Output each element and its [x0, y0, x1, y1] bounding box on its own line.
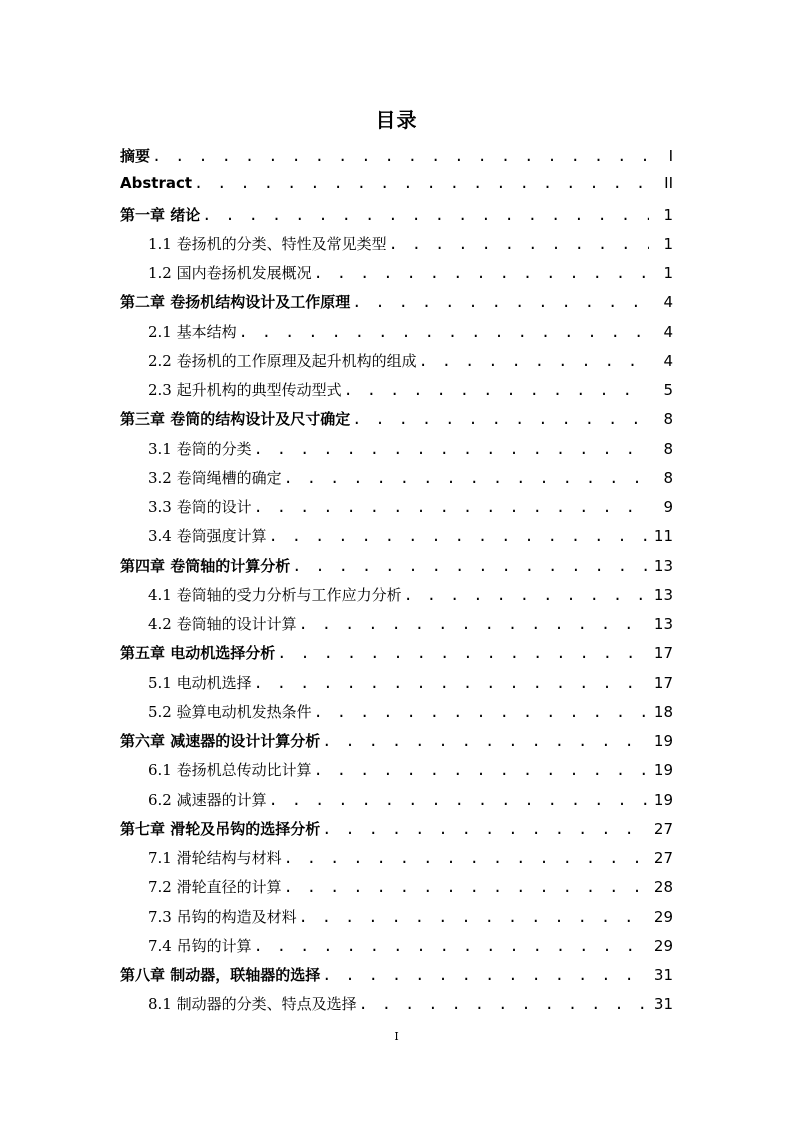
- toc-entry-page: 4: [663, 293, 673, 312]
- toc-entry[interactable]: [120, 993, 673, 1022]
- page-title: 目录: [375, 108, 418, 132]
- toc-entry-page: 8: [663, 439, 673, 458]
- toc-entry-label: 6.2 减速器的计算: [148, 790, 267, 809]
- toc-entry[interactable]: [120, 789, 673, 818]
- dot-leader: [314, 264, 649, 282]
- dot-leader: [314, 761, 649, 779]
- toc-entry[interactable]: [120, 555, 673, 584]
- dot-leader: [284, 849, 649, 867]
- dot-leader: [299, 615, 649, 633]
- toc-entry-page: 18: [653, 702, 673, 721]
- toc-entry[interactable]: [120, 291, 673, 320]
- toc-entry-label: 3.2 卷筒绳槽的确定: [148, 468, 282, 487]
- toc-entry-page: 17: [653, 673, 673, 692]
- toc-entry[interactable]: [120, 730, 673, 759]
- toc-entry-page: 31: [653, 966, 673, 984]
- toc-entry-page: 27: [653, 849, 673, 867]
- toc-entry-page: 9: [663, 498, 673, 516]
- toc-entry-label: 7.4 吊钩的计算: [148, 936, 252, 955]
- dot-leader: [284, 878, 649, 896]
- toc-entry-label: 1.1 卷扬机的分类、特性及常见类型: [148, 234, 387, 253]
- toc-entry-page: 4: [663, 351, 673, 370]
- toc-entry-page: 19: [653, 732, 673, 750]
- toc-entry-page: 13: [653, 556, 673, 575]
- dot-leader: [269, 527, 649, 545]
- toc-entry[interactable]: [120, 204, 673, 233]
- toc-entry-page: 28: [653, 878, 673, 897]
- dot-leader: [352, 293, 649, 311]
- toc-entry-page: 5: [663, 381, 673, 399]
- toc-entry-label: 摘要: [120, 147, 151, 165]
- toc-entry-page: I: [668, 147, 673, 165]
- toc-entry[interactable]: [120, 379, 673, 408]
- toc-entry[interactable]: [120, 964, 673, 993]
- toc-entry-label: 4.2 卷筒轴的设计计算: [148, 615, 297, 633]
- toc-entry-page: II: [664, 174, 673, 193]
- toc-entry-label: 3.1 卷筒的分类: [148, 439, 252, 458]
- toc-entry-label: 7.3 吊钩的构造及材料: [148, 907, 297, 926]
- dot-leader: [254, 937, 649, 955]
- toc-entry-label: 5.2 验算电动机发热条件: [148, 702, 312, 721]
- toc-entry-label: 4.1 卷筒轴的受力分析与工作应力分析: [148, 585, 402, 604]
- toc-entry-page: 29: [653, 907, 673, 926]
- toc-entry[interactable]: [120, 174, 673, 203]
- toc-entry[interactable]: [120, 350, 673, 379]
- toc-entry-label: 第七章 滑轮及吊钩的选择分析: [120, 819, 321, 838]
- toc-entry-label: Abstract: [120, 174, 193, 193]
- toc-entry-page: 8: [663, 468, 673, 487]
- dot-leader: [254, 498, 649, 516]
- toc-entry-label: 第三章 卷筒的结构设计及尺寸确定: [120, 410, 351, 429]
- dot-leader: [152, 147, 649, 165]
- toc-entry-label: 2.2 卷扬机的工作原理及起升机构的组成: [148, 351, 417, 370]
- toc-entry-label: 第五章 电动机选择分析: [120, 644, 276, 663]
- toc-entry-label: 7.2 滑轮直径的计算: [148, 878, 282, 897]
- toc-entry[interactable]: [120, 145, 673, 174]
- toc-entry-label: 6.1 卷扬机总传动比计算: [148, 761, 312, 780]
- toc-entry-page: 8: [663, 410, 673, 429]
- dot-leader: [202, 206, 649, 224]
- dot-leader: [314, 703, 649, 721]
- toc-entry[interactable]: [120, 613, 673, 642]
- toc-entry[interactable]: [120, 759, 673, 788]
- toc-entry[interactable]: [120, 672, 673, 701]
- toc-entry-page: 19: [653, 790, 673, 809]
- toc-entry-page: 31: [653, 995, 673, 1014]
- toc-entry-page: 1: [663, 205, 673, 224]
- toc-entry[interactable]: [120, 321, 673, 350]
- dot-leader: [344, 381, 649, 399]
- toc-entry-page: 17: [653, 644, 673, 663]
- toc-entry-label: 1.2 国内卷扬机发展概况: [148, 264, 312, 282]
- toc-entry-page: 1: [663, 234, 673, 253]
- dot-leader: [284, 469, 649, 487]
- dot-leader: [404, 586, 649, 604]
- dot-leader: [194, 174, 649, 192]
- toc-entry[interactable]: [120, 525, 673, 554]
- toc-entry[interactable]: [120, 876, 673, 905]
- toc-entry[interactable]: [120, 701, 673, 730]
- toc-entry-label: 第一章 绪论: [120, 205, 201, 224]
- toc-entry-label: 第四章 卷筒轴的计算分析: [120, 556, 291, 575]
- dot-leader: [322, 732, 649, 750]
- toc-entry-label: 8.1 制动器的分类、特点及选择: [148, 995, 357, 1014]
- dot-leader: [352, 410, 649, 428]
- toc-entry-label: 3.4 卷筒强度计算: [148, 527, 267, 546]
- toc-entry[interactable]: [120, 584, 673, 613]
- dot-leader: [292, 557, 649, 575]
- toc-entry[interactable]: [120, 818, 673, 847]
- toc-entry[interactable]: [120, 262, 673, 291]
- toc-entry-label: 7.1 滑轮结构与材料: [148, 849, 282, 867]
- dot-leader: [322, 820, 649, 838]
- dot-leader: [299, 908, 649, 926]
- toc-entry-label: 2.3 起升机构的典型传动型式: [148, 381, 342, 399]
- toc-entry-page: 4: [663, 322, 673, 341]
- toc-entry-page: 29: [653, 936, 673, 955]
- toc-entry-label: 第八章 制动器，联轴器的选择: [120, 966, 321, 984]
- toc-entry[interactable]: [120, 906, 673, 935]
- dot-leader: [419, 352, 649, 370]
- page-number-footer: I: [394, 1030, 399, 1043]
- dot-leader: [322, 966, 649, 984]
- dot-leader: [239, 323, 649, 341]
- toc-entry-label: 第二章 卷扬机结构设计及工作原理: [120, 293, 351, 312]
- toc-entry-label: 2.1 基本结构: [148, 322, 237, 341]
- toc-entry[interactable]: [120, 467, 673, 496]
- toc-entry[interactable]: [120, 847, 673, 876]
- toc-entry-page: 19: [653, 761, 673, 780]
- toc-entry-page: 11: [653, 527, 673, 546]
- toc-entry[interactable]: [120, 233, 673, 262]
- dot-leader: [254, 440, 649, 458]
- toc-entry[interactable]: [120, 438, 673, 467]
- toc-entry-label: 5.1 电动机选择: [148, 673, 252, 692]
- dot-leader: [269, 791, 649, 809]
- dot-leader: [389, 235, 649, 253]
- toc-entry-page: 1: [663, 264, 673, 282]
- dot-leader: [277, 644, 649, 662]
- toc-entry[interactable]: [120, 408, 673, 437]
- dot-leader: [254, 674, 649, 692]
- dot-leader: [359, 995, 649, 1013]
- toc-entry[interactable]: [120, 496, 673, 525]
- toc-entry[interactable]: [120, 935, 673, 964]
- toc-entry-page: 13: [653, 615, 673, 633]
- toc-entry-label: 3.3 卷筒的设计: [148, 498, 252, 516]
- toc-entry[interactable]: [120, 642, 673, 671]
- table-of-contents: [120, 145, 673, 1023]
- toc-entry-label: 第六章 减速器的设计计算分析: [120, 732, 321, 750]
- toc-entry-page: 27: [653, 819, 673, 838]
- toc-entry-page: 13: [653, 585, 673, 604]
